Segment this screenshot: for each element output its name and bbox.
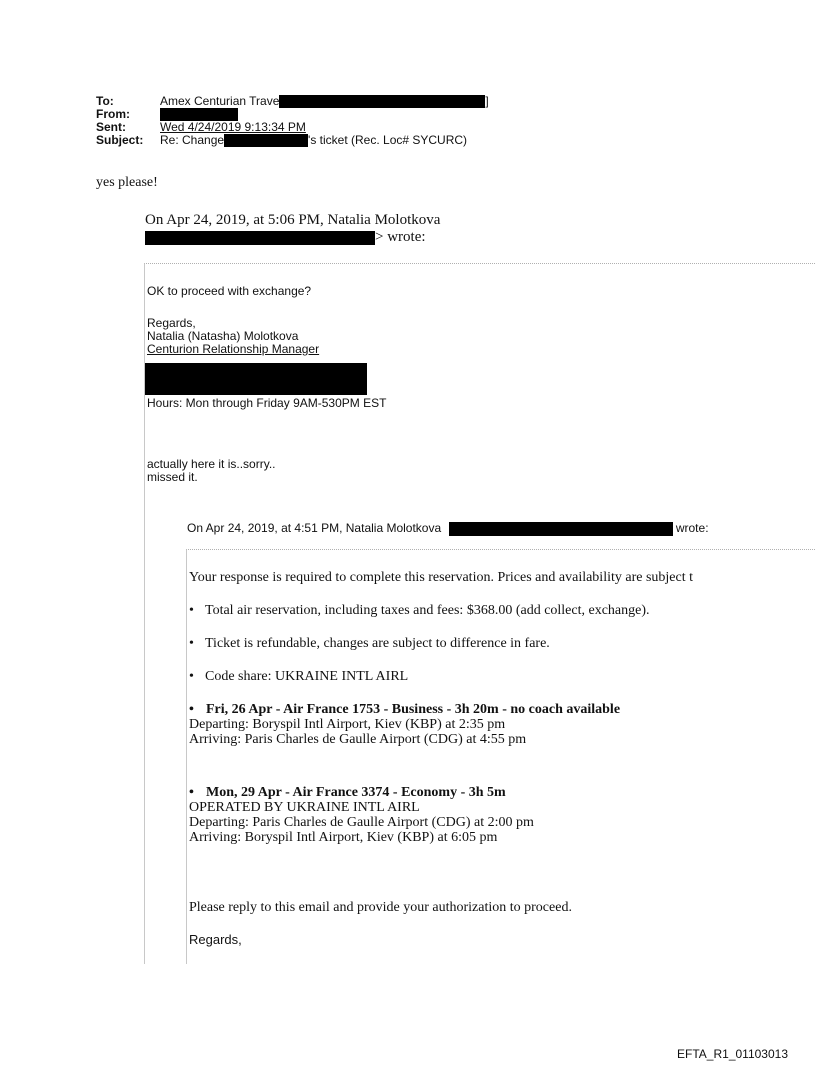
reservation-intro: Your response is required to complete this reservation. Prices and availability are subject t [189, 570, 693, 585]
note-line-2: missed it. [147, 470, 198, 484]
note-line-1: actually here it is..sorry.. [147, 457, 276, 471]
flight2-title [189, 785, 506, 800]
flight1-title-text: Fri, 26 Apr - Air France 1753 - Business - 3h 20m - no coach available [206, 702, 621, 717]
quote2-attribution [187, 521, 709, 536]
quote1-wrote-line [145, 229, 440, 246]
sender-title: Centurion Relationship Manager [147, 342, 320, 356]
bullet-marker: • [189, 603, 194, 618]
bullet-codeshare [189, 669, 408, 684]
bullet-total-text: Total air reservation, including taxes and fees: $368.00 (add collect, exchange). [205, 603, 650, 618]
flight1-depart: Departing: Boryspil Intl Airport, Kiev (KBP) at 2:35 pm [189, 717, 506, 732]
bullet-marker: • [189, 636, 194, 651]
to-label: To: [96, 94, 114, 108]
flight2-depart: Departing: Paris Charles de Gaulle Airport (CDG) at 2:00 pm [189, 815, 534, 830]
subject-suffix: 's ticket (Rec. Loc# SYCURC) [308, 133, 468, 147]
flight2-operated: OPERATED BY UKRAINE INTL AIRL [189, 800, 420, 815]
redaction-block [145, 363, 367, 395]
bullet-marker: • [189, 669, 194, 684]
quote1-attribution [145, 212, 440, 246]
to-value: Amex Centurian Trave [160, 94, 280, 108]
closing-text: Please reply to this email and provide your authorization to proceed. [189, 900, 572, 915]
exchange-question: OK to proceed with exchange? [147, 284, 312, 298]
sender-name: Natalia (Natasha) Molotkova [147, 329, 299, 343]
subject-prefix: Re: Change [160, 133, 225, 147]
subject-row [96, 134, 489, 147]
subject-label: Subject: [96, 133, 144, 147]
bullet-refundable [189, 636, 550, 651]
reply-text: yes please! [96, 175, 158, 190]
sent-value: Wed 4/24/2019 9:13:34 PM [160, 120, 306, 134]
regards-text: Regards, [147, 316, 196, 330]
document-id: EFTA_R1_01103013 [677, 1047, 788, 1061]
to-end: ] [485, 94, 489, 108]
from-label: From: [96, 107, 130, 121]
hours-text: Hours: Mon through Friday 9AM-530PM EST [147, 396, 387, 410]
redaction-block [279, 95, 485, 108]
bullet-codeshare-text: Code share: UKRAINE INTL AIRL [205, 669, 409, 684]
bullet-refundable-text: Ticket is refundable, changes are subject to difference in fare. [205, 636, 550, 651]
bullet-total [189, 603, 650, 618]
flight2-title-text: Mon, 29 Apr - Air France 3374 - Economy - 3h 5m [206, 785, 506, 800]
quote2-wrote: wrote: [675, 521, 709, 535]
flight1-title [189, 702, 620, 717]
quote1-wrote: > wrote: [375, 229, 426, 245]
bullet-marker: • [189, 785, 194, 800]
to-row [96, 95, 489, 108]
sent-label: Sent: [96, 120, 126, 134]
bullet-marker: • [189, 702, 194, 717]
quote1-attribution-line: On Apr 24, 2019, at 5:06 PM, Natalia Molotkova [145, 212, 441, 228]
redaction-block [449, 522, 673, 536]
email-header [96, 95, 489, 147]
redaction-block [145, 231, 375, 245]
quoted-message-2 [186, 549, 816, 964]
flight1-arrive: Arriving: Paris Charles de Gaulle Airport (CDG) at 4:55 pm [189, 732, 527, 747]
redaction-block [224, 134, 308, 147]
closing-regards: Regards, [189, 932, 242, 947]
flight2-arrive: Arriving: Boryspil Intl Airport, Kiev (KBP) at 6:05 pm [189, 830, 498, 845]
quote2-attribution-text: On Apr 24, 2019, at 4:51 PM, Natalia Molotkova [187, 521, 442, 535]
